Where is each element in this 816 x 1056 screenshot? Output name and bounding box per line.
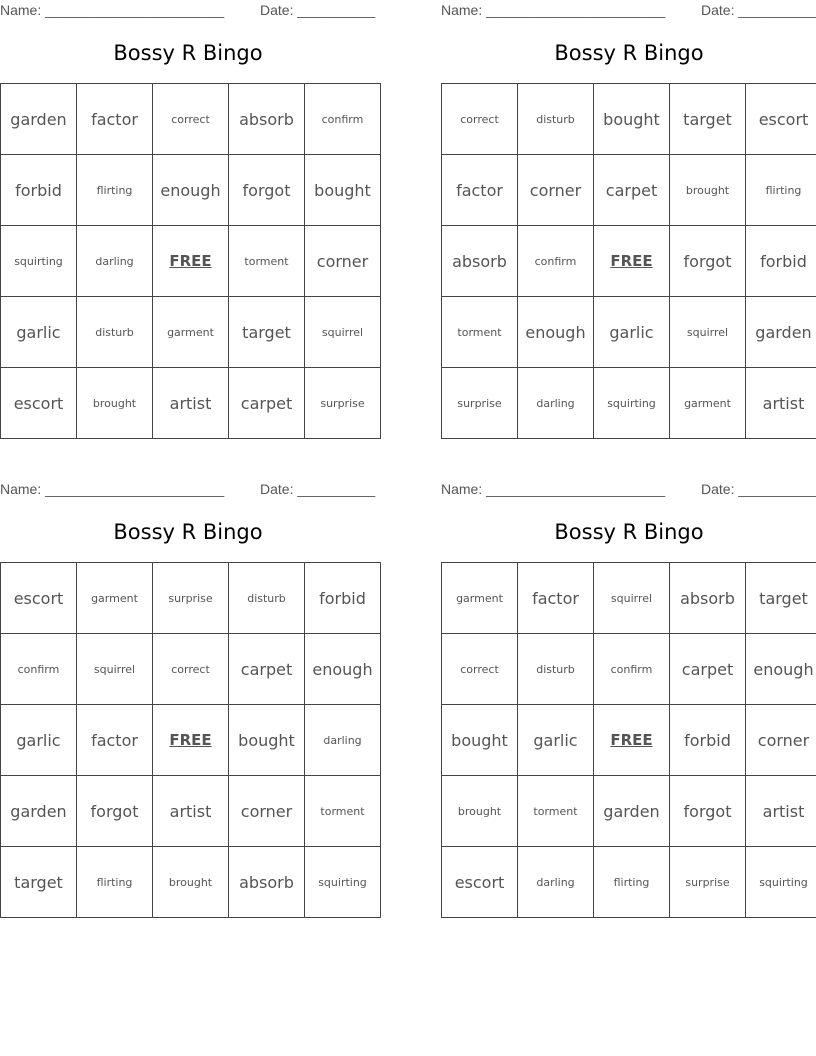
- bingo-cell: escort: [746, 84, 816, 155]
- bingo-cell: flirting: [594, 847, 670, 918]
- bingo-cell: target: [229, 297, 305, 368]
- free-space-cell: FREE: [594, 226, 670, 297]
- name-date-line: [441, 479, 816, 503]
- bingo-cell: confirm: [594, 634, 670, 705]
- date-field-label: Date: __________: [701, 481, 816, 497]
- bingo-row: [1, 155, 381, 226]
- bingo-cell: bought: [229, 705, 305, 776]
- bingo-cell: bought: [594, 84, 670, 155]
- bingo-card-4: [441, 479, 816, 918]
- bingo-cell: factor: [77, 705, 153, 776]
- name-date-line: [0, 479, 376, 503]
- bingo-cell: confirm: [1, 634, 77, 705]
- bingo-row: [442, 155, 816, 226]
- bingo-cell: garden: [594, 776, 670, 847]
- bingo-cell: squirting: [1, 226, 77, 297]
- bingo-cell: brought: [670, 155, 746, 226]
- bingo-cell: torment: [229, 226, 305, 297]
- bingo-card-1: [0, 0, 376, 439]
- bingo-cell: surprise: [305, 368, 381, 439]
- bingo-cell: artist: [746, 368, 816, 439]
- bingo-cell: escort: [1, 368, 77, 439]
- bingo-cell: factor: [518, 563, 594, 634]
- bingo-cell: garden: [1, 84, 77, 155]
- bingo-cell: squirting: [746, 847, 816, 918]
- bingo-cell: correct: [442, 84, 518, 155]
- bingo-row: [442, 563, 816, 634]
- bingo-cell: escort: [442, 847, 518, 918]
- bingo-cell: torment: [518, 776, 594, 847]
- bingo-cell: garlic: [1, 297, 77, 368]
- bingo-cell: target: [746, 563, 816, 634]
- bingo-row: [1, 84, 381, 155]
- bingo-cell: brought: [77, 368, 153, 439]
- name-field-label: Name: _______________________: [0, 481, 225, 497]
- bingo-cell: forgot: [670, 776, 746, 847]
- bingo-cell: disturb: [518, 634, 594, 705]
- bingo-cell: enough: [746, 634, 816, 705]
- bingo-row: [1, 776, 381, 847]
- bingo-cell: squirrel: [305, 297, 381, 368]
- bingo-cell: garlic: [518, 705, 594, 776]
- bingo-cell: forgot: [229, 155, 305, 226]
- bingo-cell: disturb: [229, 563, 305, 634]
- bingo-cell: surprise: [153, 563, 229, 634]
- bingo-cell: garment: [77, 563, 153, 634]
- bingo-cell: confirm: [305, 84, 381, 155]
- bingo-cell: confirm: [518, 226, 594, 297]
- bingo-card-3: [0, 479, 376, 918]
- bingo-cell: factor: [442, 155, 518, 226]
- card-title: Bossy R Bingo: [554, 41, 704, 65]
- bingo-cell: disturb: [518, 84, 594, 155]
- free-space-cell: FREE: [153, 705, 229, 776]
- bingo-cell: carpet: [670, 634, 746, 705]
- bingo-row: [442, 634, 816, 705]
- name-date-line: [441, 0, 816, 24]
- bingo-cell: target: [670, 84, 746, 155]
- name-field-label: Name: _______________________: [441, 2, 666, 18]
- bingo-cell: flirting: [77, 847, 153, 918]
- bingo-grid: [441, 83, 816, 439]
- bingo-cell: garlic: [1, 705, 77, 776]
- bingo-cell: artist: [153, 368, 229, 439]
- name-field-label: Name: _______________________: [441, 481, 666, 497]
- bingo-cell: forgot: [77, 776, 153, 847]
- bingo-cell: absorb: [442, 226, 518, 297]
- bingo-cell: darling: [518, 847, 594, 918]
- bingo-cell: carpet: [594, 155, 670, 226]
- bingo-cell: garden: [1, 776, 77, 847]
- bingo-cell: carpet: [229, 634, 305, 705]
- free-space-cell: FREE: [153, 226, 229, 297]
- card-title: Bossy R Bingo: [113, 520, 263, 544]
- bingo-card-2: [441, 0, 816, 439]
- bingo-cell: absorb: [229, 84, 305, 155]
- bingo-cell: darling: [77, 226, 153, 297]
- bingo-cell: forbid: [746, 226, 816, 297]
- name-field-label: Name: _______________________: [0, 2, 225, 18]
- bingo-cell: forbid: [305, 563, 381, 634]
- card-title: Bossy R Bingo: [113, 41, 263, 65]
- bingo-row: [1, 297, 381, 368]
- bingo-cell: factor: [77, 84, 153, 155]
- bingo-row: [442, 226, 816, 297]
- free-space-cell: FREE: [594, 705, 670, 776]
- bingo-cell: forgot: [670, 226, 746, 297]
- bingo-cell: bought: [442, 705, 518, 776]
- bingo-cell: correct: [153, 84, 229, 155]
- bingo-grid: [441, 562, 816, 918]
- bingo-cell: squirting: [594, 368, 670, 439]
- date-field-label: Date: __________: [260, 2, 376, 18]
- bingo-cell: torment: [442, 297, 518, 368]
- bingo-cell: surprise: [670, 847, 746, 918]
- bingo-cell: torment: [305, 776, 381, 847]
- bingo-cell: corner: [305, 226, 381, 297]
- bingo-cell: escort: [1, 563, 77, 634]
- bingo-cell: darling: [518, 368, 594, 439]
- bingo-cell: target: [1, 847, 77, 918]
- name-date-line: [0, 0, 376, 24]
- bingo-row: [1, 705, 381, 776]
- bingo-cell: absorb: [229, 847, 305, 918]
- bingo-cell: forbid: [1, 155, 77, 226]
- bingo-cell: squirting: [305, 847, 381, 918]
- bingo-cell: corner: [746, 705, 816, 776]
- bingo-row: [442, 847, 816, 918]
- bingo-row: [1, 634, 381, 705]
- bingo-cell: disturb: [77, 297, 153, 368]
- bingo-cell: garlic: [594, 297, 670, 368]
- bingo-cell: brought: [442, 776, 518, 847]
- bingo-cell: darling: [305, 705, 381, 776]
- bingo-row: [442, 705, 816, 776]
- card-title: Bossy R Bingo: [554, 520, 704, 544]
- bingo-cell: corner: [229, 776, 305, 847]
- bingo-row: [442, 84, 816, 155]
- bingo-cell: corner: [518, 155, 594, 226]
- bingo-row: [1, 368, 381, 439]
- bingo-cell: flirting: [77, 155, 153, 226]
- bingo-cell: squirrel: [594, 563, 670, 634]
- bingo-cell: garment: [442, 563, 518, 634]
- bingo-cell: squirrel: [77, 634, 153, 705]
- bingo-cell: squirrel: [670, 297, 746, 368]
- bingo-grid: [0, 83, 381, 439]
- bingo-cell: carpet: [229, 368, 305, 439]
- bingo-cell: enough: [305, 634, 381, 705]
- bingo-row: [442, 297, 816, 368]
- bingo-row: [1, 226, 381, 297]
- bingo-cell: garden: [746, 297, 816, 368]
- bingo-row: [442, 776, 816, 847]
- bingo-cell: forbid: [670, 705, 746, 776]
- bingo-cell: brought: [153, 847, 229, 918]
- bingo-cell: artist: [746, 776, 816, 847]
- date-field-label: Date: __________: [260, 481, 376, 497]
- bingo-cell: correct: [442, 634, 518, 705]
- bingo-cell: flirting: [746, 155, 816, 226]
- bingo-cell: enough: [518, 297, 594, 368]
- bingo-cell: correct: [153, 634, 229, 705]
- bingo-cell: surprise: [442, 368, 518, 439]
- bingo-cell: absorb: [670, 563, 746, 634]
- date-field-label: Date: __________: [701, 2, 816, 18]
- bingo-cell: garment: [153, 297, 229, 368]
- bingo-row: [442, 368, 816, 439]
- bingo-cell: garment: [670, 368, 746, 439]
- bingo-row: [1, 563, 381, 634]
- bingo-cell: artist: [153, 776, 229, 847]
- bingo-cell: bought: [305, 155, 381, 226]
- bingo-row: [1, 847, 381, 918]
- bingo-grid: [0, 562, 381, 918]
- bingo-cell: enough: [153, 155, 229, 226]
